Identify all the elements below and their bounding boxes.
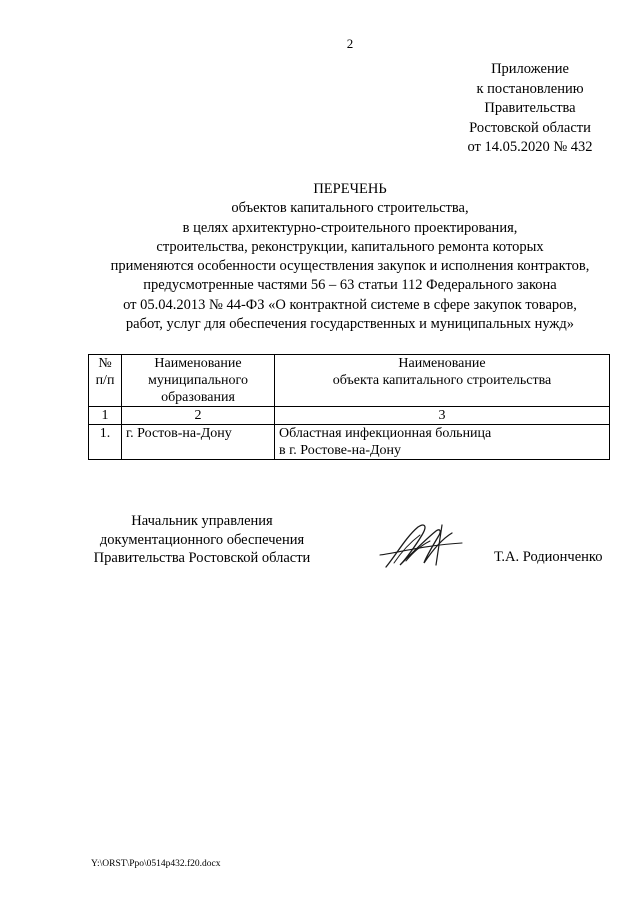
handwritten-signature xyxy=(376,515,466,575)
page-number: 2 xyxy=(346,36,354,51)
header-text: № xyxy=(98,356,112,371)
title-line: применяются особенности осуществления закупок и исполнения контрактов, xyxy=(110,258,590,275)
title-line: объектов капитального строительства, xyxy=(231,200,469,217)
table-row xyxy=(89,425,610,460)
column-numbers-row xyxy=(89,407,610,425)
header-num xyxy=(89,355,122,407)
header-municipality xyxy=(122,355,275,407)
title-line: работ, услуг для обеспечения государственных и муниципальных нужд» xyxy=(125,316,575,333)
header-object xyxy=(275,355,610,407)
position-line: Правительства Ростовской области xyxy=(93,550,311,566)
appendix-line: Приложение xyxy=(491,61,569,77)
document-heading: ПЕРЕЧЕНЬ xyxy=(313,181,387,197)
object-name-line: в г. Ростове-на-Дону xyxy=(279,443,402,458)
appendix-block xyxy=(430,60,630,158)
appendix-line: Правительства xyxy=(484,100,576,116)
document-title-block xyxy=(40,180,640,334)
table-header-row xyxy=(89,355,610,407)
signatory-position xyxy=(82,512,322,568)
position-line: документационного обеспечения xyxy=(99,531,305,548)
column-number: 2 xyxy=(122,407,275,425)
column-number: 3 xyxy=(275,407,610,425)
header-text: Наименование xyxy=(154,356,242,371)
row-municipality: г. Ростов-на-Дону xyxy=(122,425,275,460)
appendix-date-line: от 14.05.2020 № 432 xyxy=(467,139,593,155)
objects-table xyxy=(88,354,610,460)
signatory-name: Т.А. Родионченко xyxy=(494,549,603,565)
position-line: Начальник управления xyxy=(131,513,273,529)
appendix-line: к постановлению xyxy=(476,80,584,97)
appendix-line: Ростовской области xyxy=(469,119,591,136)
header-text: объекта капитального строительства xyxy=(332,373,552,388)
header-text: п/п xyxy=(95,373,115,388)
column-number: 1 xyxy=(89,407,122,425)
row-num: 1. xyxy=(89,425,122,460)
title-line: строительства, реконструкции, капитального ремонта которых xyxy=(156,238,544,255)
title-line: предусмотренные частями 56 – 63 статьи 112 Федерального закона xyxy=(143,277,557,294)
header-text: образования xyxy=(161,390,235,405)
title-line: от 05.04.2013 № 44-ФЗ «О контрактной системе в сфере закупок товаров, xyxy=(123,296,577,313)
object-name-line: Областная инфекционная больница xyxy=(279,426,492,441)
title-line: в целях архитектурно-строительного проектирования, xyxy=(182,219,518,236)
footer-file-path: Y:\ORST\Ppo\0514p432.f20.docx xyxy=(91,859,221,869)
header-text: муниципального xyxy=(148,373,248,388)
header-text: Наименование xyxy=(398,356,486,371)
row-object xyxy=(275,425,610,460)
